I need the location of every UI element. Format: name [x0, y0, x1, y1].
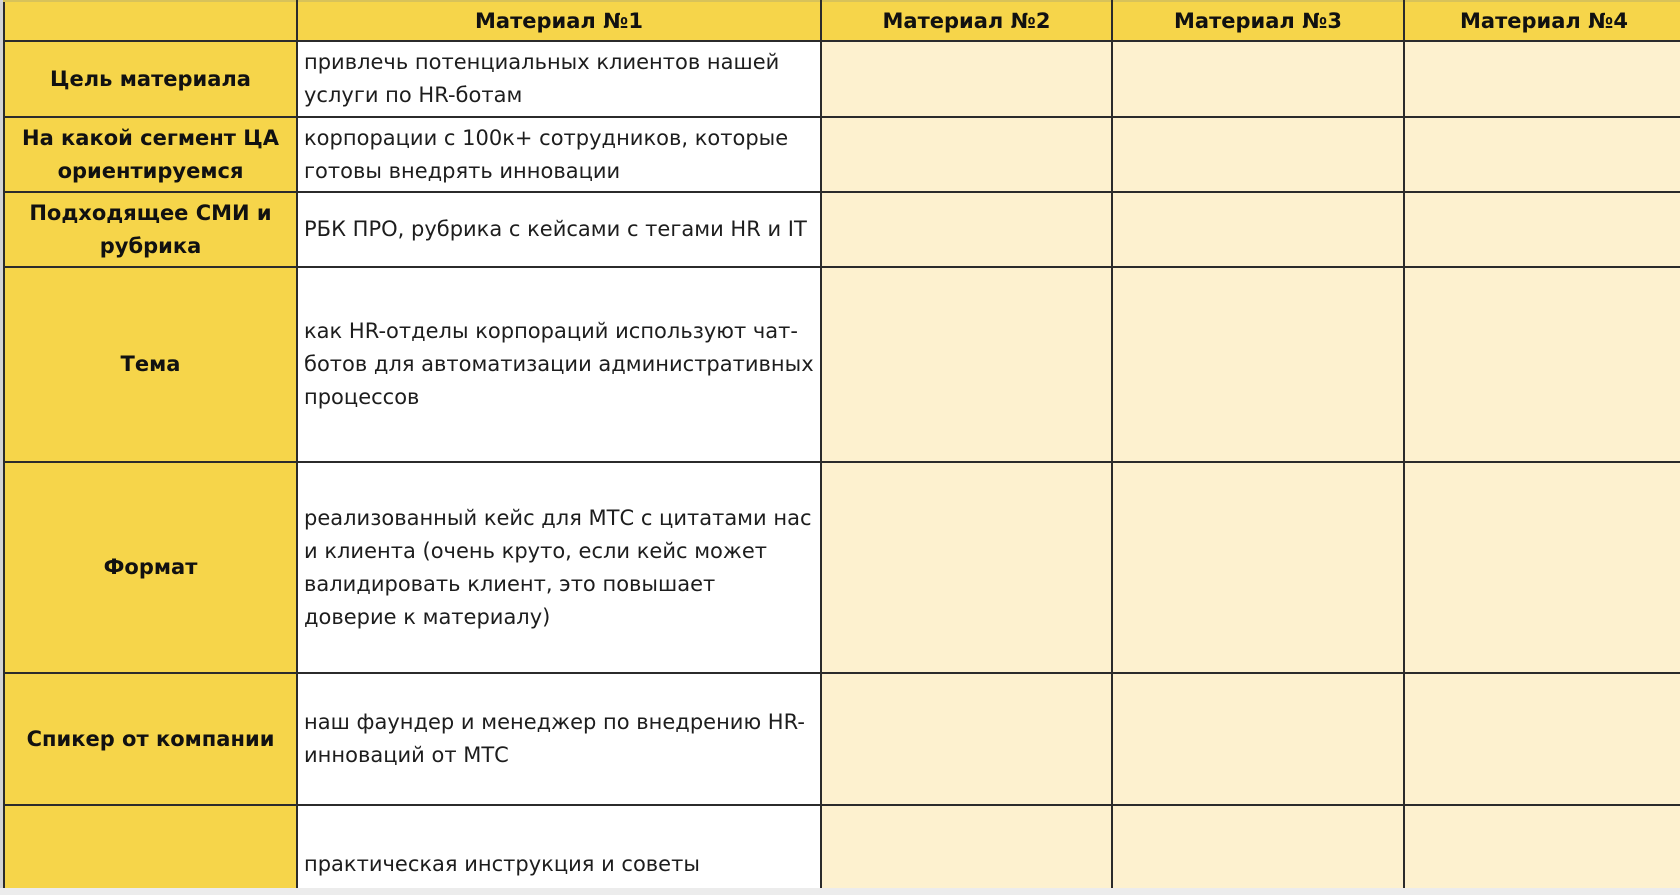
table-row: [4, 41, 1680, 117]
cell-material-4[interactable]: [1404, 117, 1680, 192]
cell-material-3[interactable]: [1112, 192, 1404, 267]
table-row: [4, 117, 1680, 192]
row-header-goal[interactable]: Цель материала: [4, 41, 297, 117]
table-row: [4, 462, 1680, 673]
row-header-audience-segment[interactable]: На какой сегмент ЦА ориентируемся: [4, 117, 297, 192]
cell-material-2[interactable]: [821, 267, 1112, 462]
cell-material-3[interactable]: [1112, 117, 1404, 192]
cell-material-1[interactable]: корпорации с 100к+ сотрудников, которые готовы внедрять инновации: [297, 117, 821, 192]
row-header-format[interactable]: Формат: [4, 462, 297, 673]
column-header-material-1[interactable]: Материал №1: [297, 1, 821, 41]
row-header-topic[interactable]: Тема: [4, 267, 297, 462]
window-bottom-edge: [0, 888, 1680, 895]
table-row: [4, 192, 1680, 267]
cell-material-1[interactable]: реализованный кейс для МТС с цитатами нас и клиента (очень круто, если кейс может валидировать клиент, это повышает доверие к материалу): [297, 462, 821, 673]
cell-material-4[interactable]: [1404, 41, 1680, 117]
cell-material-2[interactable]: [821, 673, 1112, 805]
table-row: [4, 673, 1680, 805]
cell-material-4[interactable]: [1404, 673, 1680, 805]
row-header-speaker[interactable]: Спикер от компании: [4, 673, 297, 805]
table-row: [4, 267, 1680, 462]
cell-material-4[interactable]: [1404, 462, 1680, 673]
cell-material-3[interactable]: [1112, 267, 1404, 462]
cell-material-1[interactable]: привлечь потенциальных клиентов нашей услуги по HR-ботам: [297, 41, 821, 117]
column-header-material-3[interactable]: Материал №3: [1112, 1, 1404, 41]
cell-material-4[interactable]: [1404, 192, 1680, 267]
cell-material-3[interactable]: [1112, 41, 1404, 117]
cell-material-1[interactable]: РБК ПРО, рубрика с кейсами с тегами HR и IT: [297, 192, 821, 267]
cell-material-4[interactable]: [1404, 267, 1680, 462]
row-header-media[interactable]: Подходящее СМИ и рубрика: [4, 192, 297, 267]
cell-material-3[interactable]: [1112, 462, 1404, 673]
cell-material-2[interactable]: [821, 41, 1112, 117]
row-header-partial[interactable]: [4, 805, 297, 888]
header-row: [4, 1, 1680, 41]
cell-material-2[interactable]: [821, 192, 1112, 267]
corner-cell[interactable]: [4, 1, 297, 41]
cell-material-2[interactable]: [821, 805, 1112, 888]
cell-material-1[interactable]: наш фаундер и менеджер по внедрению HR-инноваций от МТС: [297, 673, 821, 805]
cell-material-4[interactable]: [1404, 805, 1680, 888]
column-header-material-2[interactable]: Материал №2: [821, 1, 1112, 41]
content-plan-table: [3, 0, 1680, 888]
cell-material-2[interactable]: [821, 117, 1112, 192]
cell-material-3[interactable]: [1112, 673, 1404, 805]
cell-material-3[interactable]: [1112, 805, 1404, 888]
table-row: [4, 805, 1680, 888]
cell-material-1[interactable]: как HR-отделы корпораций используют чат-ботов для автоматизации административных процессов: [297, 267, 821, 462]
cell-material-1[interactable]: практическая инструкция и советы: [297, 805, 821, 888]
cell-material-2[interactable]: [821, 462, 1112, 673]
column-header-material-4[interactable]: Материал №4: [1404, 1, 1680, 41]
